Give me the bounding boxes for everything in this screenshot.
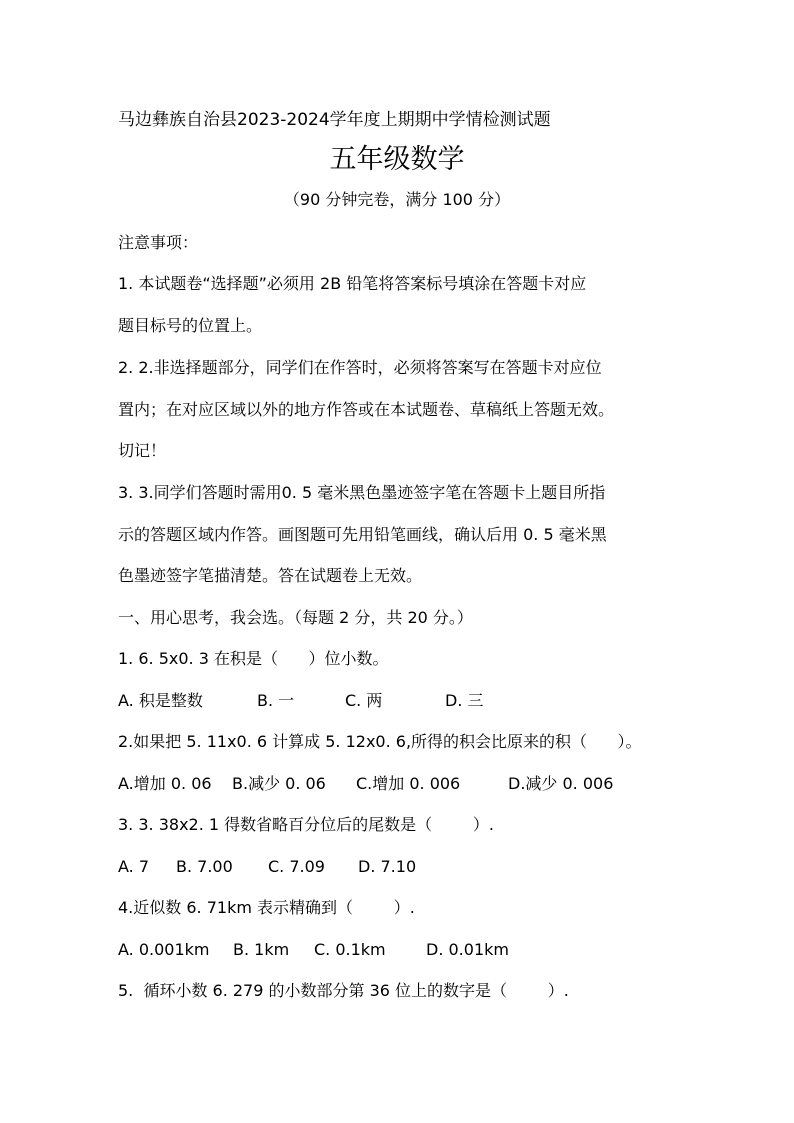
notice-line: 3. 3.同学们答题时需用0. 5 毫米黑色墨迹签字笔在答题卡上题目所指	[118, 483, 606, 502]
option-d: D. 7.10	[358, 857, 417, 876]
notice-line: 题目标号的位置上。	[118, 316, 263, 335]
option-b: B. 7.00	[176, 857, 233, 876]
option-a: A. 7	[118, 857, 150, 876]
notice-heading: 注意事项：	[118, 233, 199, 252]
notice-line: 1. 本试题卷“选择题”必须用 2B 铅笔将答案标号填涂在答题卡对应	[118, 274, 587, 293]
option-d: D. 三	[445, 691, 484, 710]
option-d: D. 0.01km	[426, 940, 509, 959]
question-2: 2.如果把 5. 11x0. 6 计算成 5. 12x0. 6,所得的积会比原来的积（ ）。	[118, 732, 642, 751]
option-c: C. 两	[345, 691, 383, 710]
option-c: C.增加 0. 006	[356, 774, 461, 793]
option-d: D.减少 0. 006	[508, 774, 614, 793]
option-b: B.减少 0. 06	[232, 774, 326, 793]
option-b: B. 1km	[233, 940, 290, 959]
question-4: 4.近似数 6. 71km 表示精确到（ ）.	[118, 898, 415, 917]
option-a: A. 积是整数	[118, 691, 203, 710]
question-5: 5. 循环小数 6. 279 的小数部分第 36 位上的数字是（ ）.	[118, 981, 569, 1000]
question-1: 1. 6. 5x0. 3 在积是（ ）位小数。	[118, 649, 389, 668]
notice-line: 2. 2.非选择题部分，同学们在作答时，必须将答案写在答题卡对应位	[118, 358, 602, 377]
notice-line: 切记！	[118, 441, 167, 460]
notice-line: 置内；在对应区域以外的地方作答或在本试题卷、草稿纸上答题无效。	[118, 400, 615, 419]
option-c: C. 7.09	[268, 857, 325, 876]
option-c: C. 0.1km	[314, 940, 386, 959]
exam-subtitle: 马边彝族自治县2023-2024学年度上期期中学情检测试题	[118, 110, 551, 130]
question-3: 3. 3. 38x2. 1 得数省略百分位后的尾数是（ ）.	[118, 815, 494, 834]
section-heading: 一、用心思考，我会选。（每题 2 分，共 20 分。）	[118, 608, 473, 627]
exam-title: 五年级数学	[329, 144, 465, 175]
notice-line: 色墨迹签字笔描清楚。答在试题卷上无效。	[118, 566, 423, 585]
exam-time-score-note: （90 分钟完卷，满分 100 分）	[283, 190, 511, 209]
option-a: A. 0.001km	[118, 940, 210, 959]
notice-line: 示的答题区域内作答。画图题可先用铅笔画线，确认后用 0. 5 毫米黑	[118, 525, 607, 544]
option-a: A.增加 0. 06	[118, 774, 212, 793]
option-b: B. 一	[257, 691, 295, 710]
